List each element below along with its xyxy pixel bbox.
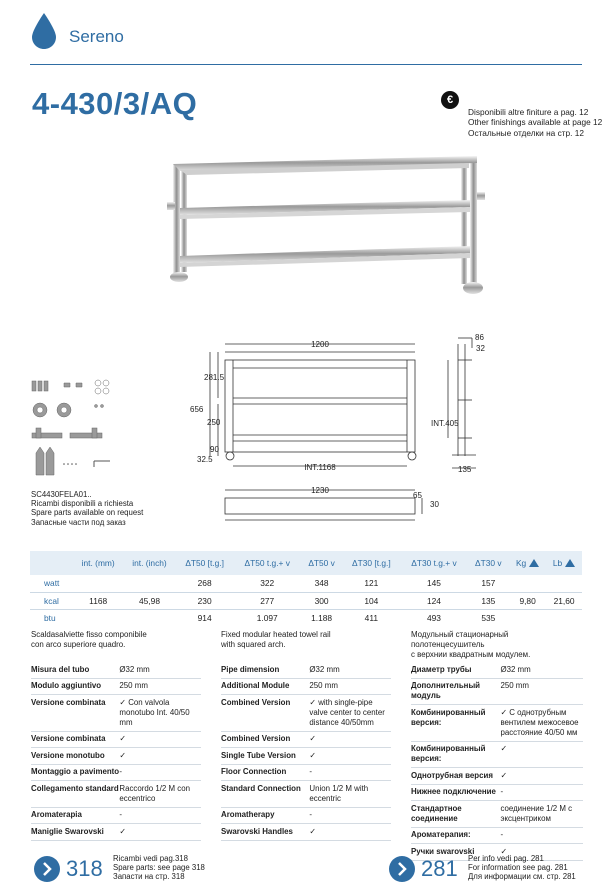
specs-russian: [411, 630, 583, 861]
col-header: ΔT50 [t.g.]: [176, 551, 234, 575]
spec-key: Standard Connection: [221, 781, 309, 808]
page-ref[interactable]: 281: [421, 856, 458, 881]
finishes-line: Other finishings available at page 12: [468, 117, 603, 128]
weight-icon: [565, 559, 575, 567]
spec-value: ✓: [500, 768, 583, 785]
specs-table: [31, 662, 201, 841]
spare-code: SC4430FELA01..: [31, 490, 92, 499]
spec-key: Диаметр трубы: [411, 662, 500, 678]
spec-value: -: [119, 807, 201, 824]
spec-value: Raccordo 1/2 M con eccentrico: [119, 781, 201, 808]
spec-value: Union 1/2 M with eccentric: [309, 781, 391, 808]
page-header: [0, 0, 613, 66]
col-header: ΔT50 v: [301, 551, 343, 575]
spare-parts-illustration: [30, 377, 125, 485]
spare-line: Ricambi disponibili a richiesta: [31, 499, 134, 509]
euro-badge-icon: €: [441, 91, 459, 109]
specs-intro: Модульный стационарный полотенцесушитель с верхнии квадратным модулем.: [411, 630, 531, 660]
spec-value: соединение 1/2 M с эксцентриком: [500, 801, 583, 828]
spec-row: [31, 678, 201, 695]
specs-intro: Scaldasalviette fisso componibile con arco superiore quadro.: [31, 630, 147, 650]
water-drop-icon: [30, 12, 58, 50]
spec-value: -: [119, 764, 201, 781]
table-header-row: [30, 551, 582, 575]
footer-text: Per info vedi pag. 281 For information see pag. 281 Для информации см. стр. 281: [468, 854, 576, 882]
col-header: ΔT30 [t.g.]: [342, 551, 400, 575]
specs-table: [411, 662, 583, 861]
spec-value: -: [500, 784, 583, 801]
specs-intro: Fixed modular heated towel rail with squared arch.: [221, 630, 331, 650]
dim-height: 656: [190, 405, 204, 414]
col-header: int. (mm): [73, 551, 123, 575]
spec-key: Однотрубная версия: [411, 768, 500, 785]
spec-row: [221, 748, 391, 765]
spec-key: Floor Connection: [221, 764, 309, 781]
spec-row: [411, 678, 583, 705]
spec-value: ✓: [500, 741, 583, 768]
spec-row: [221, 824, 391, 841]
spec-value: Ø32 mm: [119, 662, 201, 678]
spec-value: -: [309, 807, 391, 824]
spec-value: -: [309, 764, 391, 781]
spec-row: [411, 768, 583, 785]
spec-key: Single Tube Version: [221, 748, 309, 765]
dim-width: 1200: [311, 340, 329, 349]
arrow-right-icon[interactable]: [34, 856, 60, 882]
spec-value: ✓ Con valvola monotubo Int. 40/50 mm: [119, 695, 201, 732]
spec-row: [31, 781, 201, 808]
spec-value: ✓: [500, 844, 583, 861]
spec-row: [31, 748, 201, 765]
spec-row: [31, 764, 201, 781]
spec-row: [31, 824, 201, 841]
spec-value: ✓: [309, 748, 391, 765]
spec-key: Versione monotubo: [31, 748, 119, 765]
col-header: ΔT30 v: [468, 551, 510, 575]
spec-key: Нижнее подключение: [411, 784, 500, 801]
dim-plan-65: 65: [413, 491, 422, 500]
spec-key: Стандартное соединение: [411, 801, 500, 828]
dim-plan-30: 30: [430, 500, 439, 509]
spec-row: [221, 695, 391, 732]
dim-side: 135: [458, 465, 472, 474]
spec-row: [221, 764, 391, 781]
spec-key: Modulo aggiuntivo: [31, 678, 119, 695]
spec-row: [31, 662, 201, 678]
spec-row: [31, 695, 201, 732]
brand-name: Sereno: [69, 27, 124, 46]
spec-value: ✓: [119, 824, 201, 841]
spec-row: [31, 731, 201, 748]
spec-value: 250 mm: [309, 678, 391, 695]
col-header-kg: Kg: [509, 551, 546, 575]
spec-key: Комбинированный версия:: [411, 741, 500, 768]
spec-value: Ø32 mm: [309, 662, 391, 678]
spec-key: Additional Module: [221, 678, 309, 695]
dim-plan-width: 1230: [311, 486, 329, 495]
spec-key: Montaggio a pavimento: [31, 764, 119, 781]
spec-row: [221, 731, 391, 748]
spare-parts-note: [31, 490, 143, 527]
spec-value: 250 mm: [119, 678, 201, 695]
table-row: kcal 1168 45,98 230 277 300 104 124 135 9,80 21,60: [30, 592, 582, 609]
finishes-note: [468, 107, 602, 138]
spec-key: Versione combinata: [31, 731, 119, 748]
col-header-lb: Lb: [546, 551, 582, 575]
table-row: btu 914 1.097 1.188 411 493 535: [44, 612, 496, 623]
spec-key: Misura del tubo: [31, 662, 119, 678]
spec-key: Versione combinata: [31, 695, 119, 732]
spec-key: Aromatherapy: [221, 807, 309, 824]
spec-value: ✓: [119, 731, 201, 748]
spec-row: [221, 781, 391, 808]
weight-icon: [529, 559, 539, 567]
spare-line: Spare parts available on request: [31, 508, 144, 518]
spec-value: Ø32 mm: [500, 662, 583, 678]
dim-base32: 32.5: [197, 455, 213, 464]
spec-row: [31, 807, 201, 824]
spec-key: Collegamento standard: [31, 781, 119, 808]
spec-row: [411, 741, 583, 768]
header-divider: [30, 64, 582, 65]
specs-english: [221, 630, 391, 841]
spec-row: [221, 662, 391, 678]
spec-value: ✓ with single-pipe valve center to center distance 40/50mm: [309, 695, 391, 732]
spec-key: Pipe dimension: [221, 662, 309, 678]
spec-value: 250 mm: [500, 678, 583, 705]
spec-row: [411, 705, 583, 742]
col-header: ΔT50 t.g.+ v: [234, 551, 301, 575]
spec-key: Комбинированный версия:: [411, 705, 500, 742]
spec-value: ✓: [309, 731, 391, 748]
spec-row: [411, 801, 583, 828]
finishes-line: Остальные отделки на стр. 12: [468, 127, 585, 138]
spec-key: Combined Version: [221, 695, 309, 732]
spec-row: [411, 662, 583, 678]
table-row: watt 268 322 348 121 145 157: [30, 575, 582, 592]
spec-key: Maniglie Swarovski: [31, 824, 119, 841]
spec-row: [411, 784, 583, 801]
specs-table: [221, 662, 391, 841]
spec-key: Дополнительный модуль: [411, 678, 500, 705]
dim-offset: 32: [476, 344, 485, 353]
technical-drawing: [190, 330, 490, 530]
dim-int405: INT.405: [431, 419, 459, 428]
spec-row: [221, 807, 391, 824]
spec-key: Aromaterapia: [31, 807, 119, 824]
product-photo: [165, 150, 495, 300]
dim-top: 281.5: [204, 373, 225, 382]
page-ref[interactable]: 318: [66, 856, 103, 881]
dim-mid: 250: [207, 418, 221, 427]
technical-table: [30, 551, 582, 626]
dim-base90: 90: [210, 445, 219, 454]
spec-key: Swarovski Handles: [221, 824, 309, 841]
arrow-right-icon[interactable]: [389, 856, 415, 882]
col-header: int. (inch): [123, 551, 175, 575]
specs-italian: [31, 630, 201, 841]
col-header: ΔT30 t.g.+ v: [400, 551, 467, 575]
spec-value: ✓ С однотрубным вентилем межосевое расстояние 40/50 мм: [500, 705, 583, 742]
spec-key: Combined Version: [221, 731, 309, 748]
spec-row: [221, 678, 391, 695]
spare-line: Запасные части под заказ: [31, 517, 126, 527]
dim-int1168: INT.1168: [304, 463, 336, 472]
spec-row: [411, 827, 583, 844]
spec-value: ✓: [119, 748, 201, 765]
footer-text: Ricambi vedi pag.318 Spare parts: see page 318 Запасти на стр. 318: [113, 854, 205, 882]
spec-key: Ароматерапия:: [411, 827, 500, 844]
spec-value: -: [500, 827, 583, 844]
spec-key: Ручки swarovski: [411, 844, 500, 861]
dim-depth: 86: [475, 333, 484, 342]
finishes-line: Disponibili altre finiture a pag. 12: [468, 107, 589, 117]
spec-value: ✓: [309, 824, 391, 841]
model-code: 4-430/3/AQ: [32, 86, 198, 121]
